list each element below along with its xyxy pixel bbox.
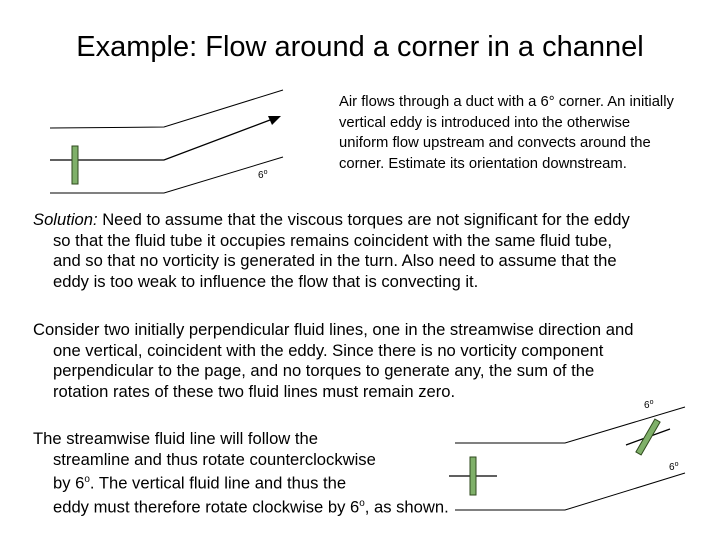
intro-line: uniform flow upstream and convects around the — [339, 135, 651, 151]
eddy-marker-rotated — [636, 419, 660, 455]
intro-line: vertical eddy is introduced into the otherwise — [339, 114, 631, 131]
slide-title: Example: Flow around a corner in a channel — [76, 31, 644, 63]
consider-line: rotation rates of these two fluid lines must remain zero. — [53, 381, 456, 401]
intro-line: Air flows through a duct with a 6° corner. An initially — [339, 94, 674, 110]
problem-statement — [339, 92, 709, 174]
streamwise-paragraph — [33, 429, 503, 518]
eddy-marker — [72, 146, 78, 184]
streamwise-first-line: The streamwise fluid line will follow the — [33, 429, 318, 448]
duct-figure-1 — [50, 90, 283, 193]
streamwise-line: eddy must therefore rotate clockwise by 6$^o$, as shown. — [53, 497, 449, 517]
consider-line: perpendicular to the page, and no torques to generate any, the sum of the — [53, 361, 595, 380]
consider-paragraph — [33, 320, 693, 402]
solution-line: eddy is too weak to influence the flow that is convecting it. — [53, 271, 479, 291]
streamline — [50, 120, 270, 160]
solution-line: so that the fluid tube it occupies remains coincident with the same fluid tube, — [53, 230, 612, 250]
consider-first-line: Consider two initially perpendicular fluid lines, one in the streamwise direction and — [33, 320, 634, 339]
solution-first-line: Need to assume that the viscous torques are not significant for the eddy — [97, 210, 630, 229]
angle-label-top: 6$^o$ — [644, 399, 654, 411]
streamwise-line: streamline and thus rotate counterclockwise — [53, 449, 376, 469]
angle-label-right: 6$^o$ — [669, 461, 679, 473]
streamwise-line: by 6$^o$. The vertical fluid line and thus the — [53, 473, 347, 493]
duct-upper-wall — [50, 90, 283, 128]
consider-line: one vertical, coincident with the eddy. Since there is no vorticity component — [53, 340, 604, 360]
intro-line: corner. Estimate its orientation downstream. — [339, 155, 627, 172]
angle-label: 6$^o$ — [258, 169, 268, 181]
solution-label: Solution: — [33, 210, 98, 229]
solution-line: and so that no vorticity is generated in the turn. Also need to assume that the — [53, 251, 617, 270]
solution-paragraph — [33, 210, 693, 292]
duct-lower-wall — [50, 157, 283, 193]
